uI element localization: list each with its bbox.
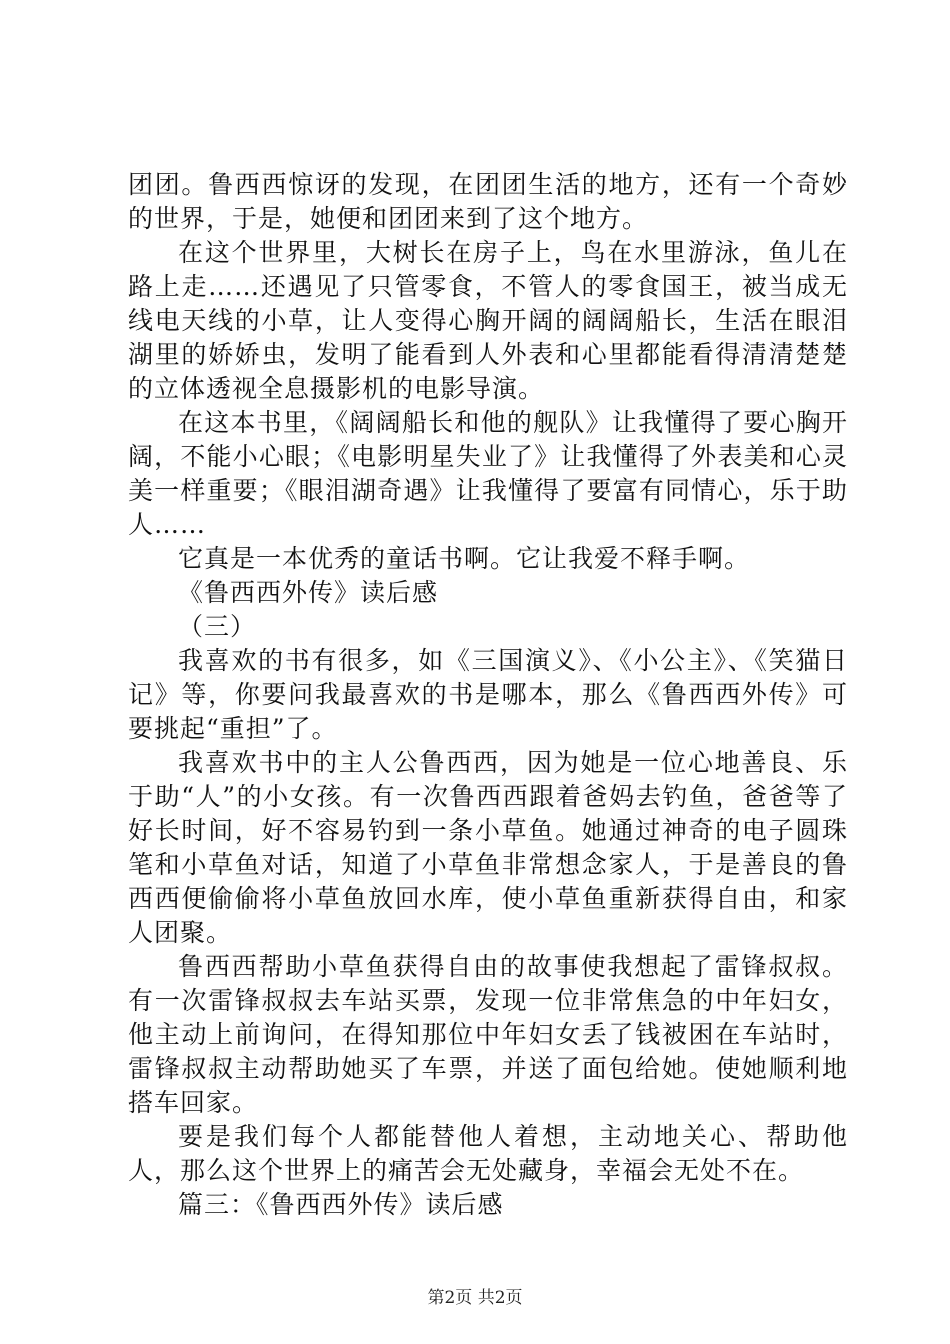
paragraph-8: 要是我们每个人都能替他人着想，主动地关心、帮助他人，那么这个世界上的痛苦会无处藏身，幸福会无处不在。 (128, 1122, 848, 1185)
section-title: 《鲁西西外传》读后感 (178, 578, 439, 607)
paragraph-2: 在这个世界里，大树长在房子上，鸟在水里游泳，鱼儿在路上走……还遇见了只管零食，不管人的零食国王，被当成无线电天线的小草，让人变得心胸开阔的阔阔船长，生活在眼泪湖里的娇娇虫，发明了能看到人外表和心里都能看得清清楚楚的立体透视全息摄影机的电影导演。 (128, 238, 848, 403)
paragraph-1: 团团。鲁西西惊讶的发现，在团团生活的地方，还有一个奇妙的世界，于是，她便和团团来到了这个地方。 (128, 170, 848, 233)
paragraph-7: 鲁西西帮助小草鱼获得自由的故事使我想起了雷锋叔叔。有一次雷锋叔叔去车站买票，发现一位非常焦急的中年妇女，他主动上前询问，在得知那位中年妇女丢了钱被困在车站时，雷锋叔叔主动帮助她买了车票，并送了面包给她。使她顺利地搭车回家。 (128, 952, 848, 1117)
paragraph-6: 我喜欢书中的主人公鲁西西，因为她是一位心地善良、乐于助“人”的小女孩。有一次鲁西西跟着爸妈去钓鱼，爸爸等了好长时间，好不容易钓到一条小草鱼。她通过神奇的电子圆珠笔和小草鱼对话，知道了小草鱼非常想念家人，于是善良的鲁西西便偷偷将小草鱼放回水库，使小草鱼重新获得自由，和家人团聚。 (128, 748, 848, 947)
paragraph-3: 在这本书里，《阔阔船长和他的舰队》让我懂得了要心胸开阔，不能小心眼；《电影明星失业了》让我懂得了外表美和心灵美一样重要；《眼泪湖奇遇》让我懂得了要富有同情心，乐于助人…… (128, 408, 848, 539)
document-body (128, 168, 848, 1222)
paragraph-4: 它真是一本优秀的童话书啊。它让我爱不释手啊。 (178, 544, 751, 573)
paragraph-5: 我喜欢的书有很多，如《三国演义》、《小公主》、《笑猫日记》等，你要问我最喜欢的书是哪本，那么《鲁西西外传》可要挑起“重担”了。 (128, 646, 848, 743)
page-footer: 第2页 共2页 (427, 1288, 523, 1308)
chapter-heading: 篇三：《鲁西西外传》读后感 (178, 1190, 504, 1219)
section-number: （三） (178, 612, 257, 641)
